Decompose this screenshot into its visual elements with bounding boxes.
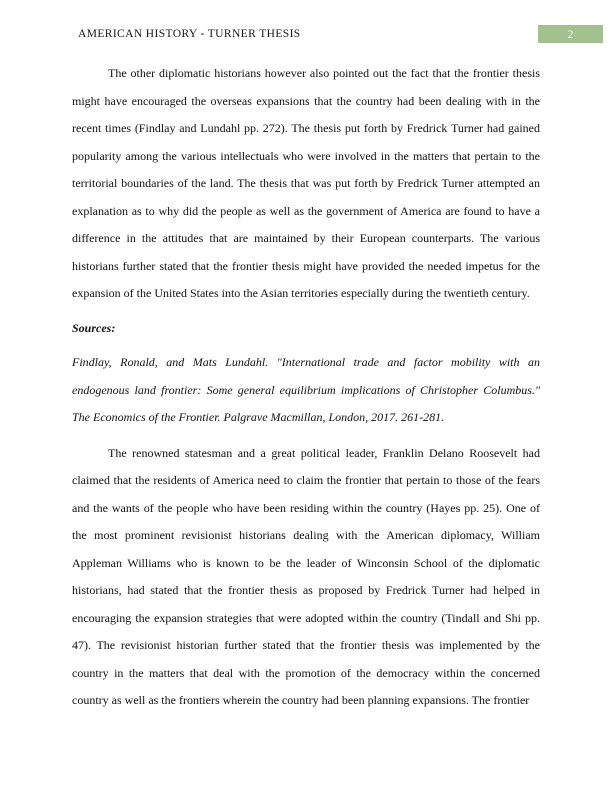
page-number-badge	[538, 25, 603, 43]
page-number: 2	[567, 26, 574, 41]
citation-paragraph: Findlay, Ronald, and Mats Lundahl. "International trade and factor mobility with an endogenous land frontier: Some general equilibrium implications of Christopher Columbus." The Economics of the Frontier. Palgrave Macmillan, London, 2017. 261-281.	[72, 355, 540, 424]
page-header	[0, 24, 612, 44]
sources-heading: Sources:	[72, 320, 116, 335]
header-title: AMERICAN HISTORY - TURNER THESIS	[78, 28, 301, 40]
body-paragraph-2: The renowned statesman and a great political leader, Franklin Delano Roosevelt had claimed that the residents of America need to claim the frontier that pertain to those of the fears and the wants of the people who have been residing within the country (Hayes pp. 25). One of the most prominent revisionist historians dealing with the American diplomacy, William Appleman Williams who is known to be the leader of Winconsin School of the diplomatic historians, had stated that the frontier thesis as proposed by Fredrick Turner had helped in encouraging the expansion strategies that were adopted within the country (Tindall and Shi pp. 47). The revisionist historian further stated that the frontier thesis was implemented by the country in the matters that deal with the promotion of the democracy within the concerned country as well as the frontiers wherein the country had been planning expansions. The frontier	[72, 445, 540, 707]
document-body	[72, 60, 540, 715]
body-paragraph-1: The other diplomatic historians however also pointed out the fact that the frontier thesis might have encouraged the overseas expansions that the country had been dealing with in the recent times (Findlay and Lundahl pp. 272). The thesis put forth by Fredrick Turner had gained popularity among the various intellectuals who were involved in the matters that pertain to the territorial boundaries of the land. The thesis that was put forth by Fredrick Turner attempted an explanation as to why did the people as well as the government of America are found to have a difference in the attitudes that are maintained by their European counterparts. The various historians further stated that the frontier thesis might have provided the needed impetus for the expansion of the United States into the Asian territories especially during the twentieth century.	[72, 66, 540, 300]
